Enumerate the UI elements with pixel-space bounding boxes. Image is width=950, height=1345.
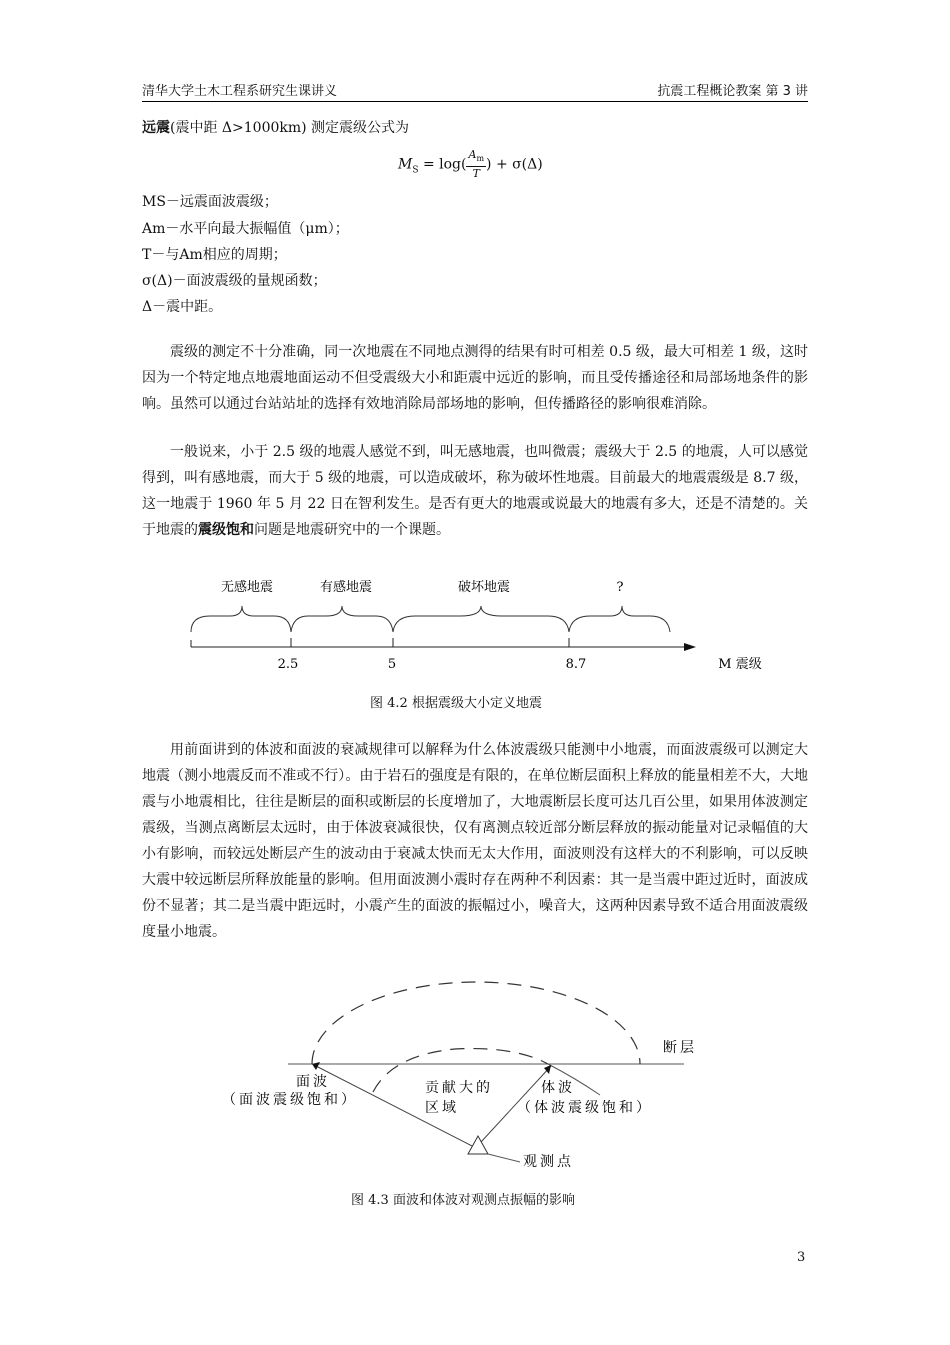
header-right: 抗震工程概论教案 第 3 讲 [657, 84, 808, 99]
formula-lhs-sub: S [412, 165, 419, 176]
tick-label-2-5: 2.5 [277, 657, 299, 672]
label-destructive: 破坏地震 [457, 580, 511, 595]
figure-4-3-caption: 图 4.3 面波和体波对观测点振幅的影响 [351, 1193, 575, 1208]
surface-wave-arrow [312, 1062, 320, 1070]
paragraph-2-bold: 震级饱和 [198, 522, 254, 538]
paragraph-2-b: 问题是地震研究中的一个课题。 [254, 522, 450, 538]
definition-2: Am－水平向最大振幅值（μm）； [142, 221, 349, 237]
formula-den-symbol: T [472, 167, 480, 181]
label-contribution-region-1: 贡献大的 [425, 1080, 493, 1096]
label-felt: 有感地震 [319, 580, 373, 595]
label-body-wave-note: （体波震级饱和） [517, 1100, 653, 1116]
label-no-felt: 无感地震 [220, 580, 274, 595]
definition-3: T－与Am相应的周期； [142, 247, 287, 263]
brace-unknown [569, 606, 670, 632]
label-body-wave: 体波 [541, 1080, 575, 1096]
brace-no-felt [191, 606, 291, 632]
label-surface-wave-note: （面波震级饱和） [222, 1092, 358, 1108]
label-station: 观测点 [523, 1154, 574, 1170]
definition-4: σ(Δ)－面波震级的量规函数； [142, 273, 327, 289]
brace-felt [291, 606, 393, 632]
header-left: 清华大学土木工程系研究生课讲义 [142, 84, 338, 99]
definition-1: MS－远震面波震级； [142, 194, 278, 210]
paragraph-1-text: 震级的测定不十分准确，同一次地震在不同地点测得的结果有时可相差 0.5 级，最大可相差 1 级，这时因为一个特定地点地震地面运动不但受震级大小和距震中远近的影响，而且受传播途径和局部场地条件的影响。虽然可以通过台站站址的选择有效地消除局部场地的影响，但传播路径的影响很难消除。 [142, 344, 808, 412]
station-leader [488, 1154, 520, 1162]
tick-label-5: 5 [387, 657, 397, 672]
intro-rest: (震中距 Δ>1000km) 测定震级公式为 [170, 120, 410, 136]
brace-destructive [393, 606, 569, 632]
label-fault: 断层 [663, 1040, 697, 1056]
large-arc [312, 982, 640, 1064]
axis-arrow [684, 643, 696, 651]
label-surface-wave: 面波 [296, 1074, 330, 1090]
definition-5: Δ－震中距。 [142, 299, 223, 315]
paragraph-3 [142, 737, 808, 945]
label-contribution-region-2: 区域 [425, 1100, 459, 1116]
formula-eq: = log( [418, 156, 467, 173]
range-braces [191, 606, 670, 632]
tick-label-8-7: 8.7 [565, 657, 587, 672]
axis-label-magnitude: M 震级 [718, 657, 762, 672]
formula-num-symbol: A [468, 148, 477, 161]
formula-num-sub: m [476, 154, 485, 164]
label-unknown: ? [616, 580, 624, 595]
paragraph-3-text: 用前面讲到的体波和面波的衰减规律可以解释为什么体波震级只能测中小地震，而面波震级可以测定大地震（测小地震反而不准或不行）。由于岩石的强度是有限的，在单位断层面积上释放的能量相差不大，大地震与小地震相比，往往是断层的面积或断层的长度增加了，大地震断层长度可达几百公里，如果用体波测定震级，当测点离断层太远时，由于体波衰减很快，仅有离测点较近部分断层释放的振动能量对记录幅值的大小有影响，而较远处断层产生的波动由于衰减太快而无太大作用，面波则没有这样大的不利影响，可以反映大震中较远断层所释放能量的影响。但用面波测小震时存在两种不利因素：其一是当震中距过近时，面波成份不显著；其二是当震中距远时，小震产生的面波的振幅过小，噪音大，这两种因素导致不适合用面波震级度量小地震。 [142, 742, 808, 940]
intro-lead: 远震 [142, 120, 170, 136]
page-number: 3 [797, 1250, 806, 1265]
formula-tail: ) + σ(Δ) [486, 156, 543, 173]
figure-4-2-caption: 图 4.2 根据震级大小定义地震 [370, 696, 542, 711]
paragraph-2-a: 一般说来，小于 2.5 级的地震人感觉不到，叫无感地震，也叫微震；震级大于 2.5 的地震，人可以感觉得到，叫有感地震，而大于 5 级的地震，可以造成破坏，称为破坏性地震。目前最大的地震震级是 8.7 级，这一地震于 1960 年 5 月 22 日在智利发生。是否有更大的地震或说最大的地震有多大，还是不清楚的。关于地震的 [142, 444, 808, 538]
formula-lhs: M [398, 156, 413, 173]
